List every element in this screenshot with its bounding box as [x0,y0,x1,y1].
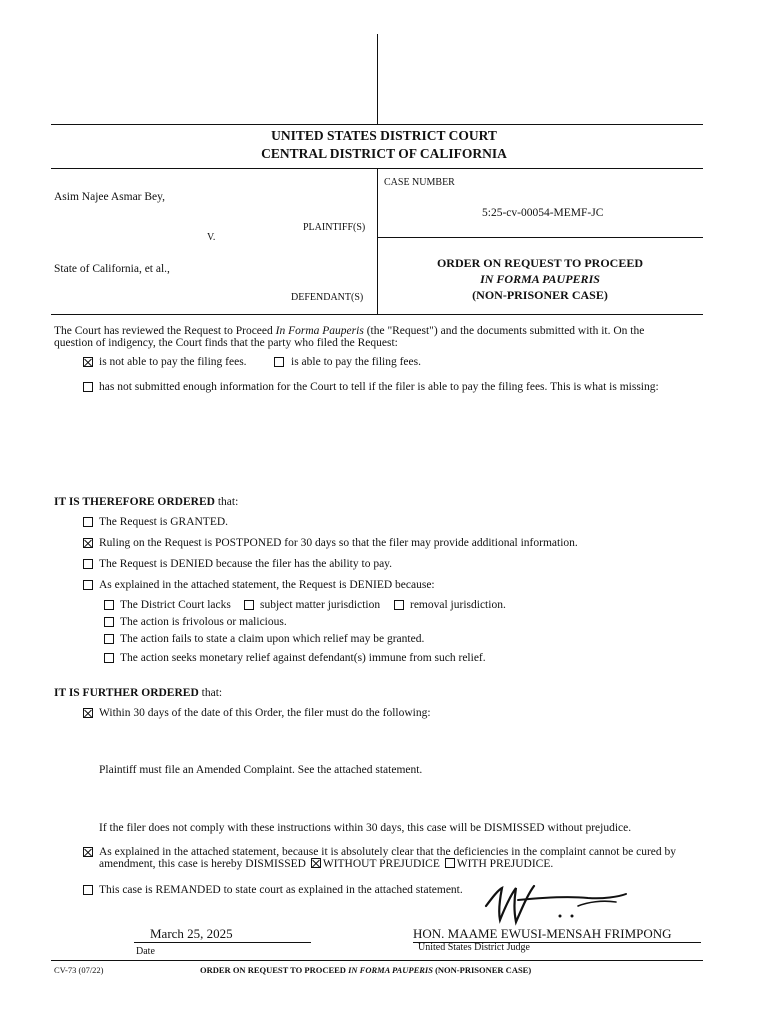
instruction-text: Plaintiff must file an Amended Complaint. See the attached statement. [99,764,423,776]
not-submitted-checkbox[interactable] [83,382,93,392]
granted-checkbox[interactable] [83,517,93,527]
judge-name: HON. MAAME EWUSI-MENSAH FRIMPONG [413,926,672,941]
order-title-line3: (NON-PRISONER CASE) [472,288,608,302]
not-able-checkbox[interactable] [83,357,93,367]
order-date: March 25, 2025 [150,926,233,941]
date-label: Date [136,946,155,957]
not-submitted-label: has not submitted enough information for the Court to tell if the filer is able to pay the filing fees. This is what is missing: [99,381,659,393]
dismissed-notice: If the filer does not comply with these instructions within 30 days, this case will be DISMISSED without prejudice. [99,822,632,834]
footer-title: ORDER ON REQUEST TO PROCEED IN FORMA PAUPERIS (NON-PRISONER CASE) [200,965,532,975]
judge-signature [478,880,638,930]
judge-title: United States District Judge [418,942,530,953]
subject-matter-checkbox[interactable] [244,600,254,610]
therefore-heading: IT IS THEREFORE ORDERED that: [54,496,239,508]
denied-ability-label: The Request is DENIED because the filer has the ability to pay. [99,558,393,570]
able-label: is able to pay the filing fees. [291,356,421,368]
case-number-rule [377,237,703,238]
caption-bottom-rule [51,314,703,315]
header-top-rule [51,124,703,125]
frivolous-checkbox[interactable] [104,617,114,627]
not-able-label: is not able to pay the filing fees. [99,356,247,368]
remanded-checkbox[interactable] [83,885,93,895]
without-prejudice-checkbox[interactable] [311,858,321,868]
able-checkbox[interactable] [274,357,284,367]
with-prejudice-checkbox[interactable] [445,858,455,868]
monetary-relief-label: The action seeks monetary relief against defendant(s) immune from such relief. [120,652,486,664]
subject-matter-label: subject matter jurisdiction [260,599,381,611]
postponed-label: Ruling on the Request is POSTPONED for 30 days so that the filer may provide additional information. [99,537,578,549]
order-title-line2: IN FORMA PAUPERIS [480,272,600,286]
explained-line2: amendment, this case is hereby DISMISSED WITHOUT PREJUDICE WITH PREJUDICE. [99,858,554,870]
versus: V. [207,232,216,243]
fails-claim-label: The action fails to state a claim upon which relief may be granted. [120,633,425,645]
order-title-line1: ORDER ON REQUEST TO PROCEED [436,256,644,270]
denied-because-label: As explained in the attached statement, the Request is DENIED because: [99,579,435,591]
case-number: 5:25-cv-00054-MEMF-JC [482,207,604,219]
court-name-line1: UNITED STATES DISTRICT COURT [271,128,497,143]
intro-line1: The Court has reviewed the Request to Proceed In Forma Pauperis (the "Request") and the documents submitted with it. On the [54,325,645,337]
footer-rule [51,960,703,961]
postponed-checkbox[interactable] [83,538,93,548]
fails-claim-checkbox[interactable] [104,634,114,644]
date-line [134,942,311,943]
case-number-label: CASE NUMBER [384,177,455,188]
court-lacks-checkbox[interactable] [104,600,114,610]
plaintiff-name: Asim Najee Asmar Bey, [54,191,166,203]
remanded-label: This case is REMANDED to state court as explained in the attached statement. [99,884,463,896]
defendant-label: DEFENDANT(S) [291,292,364,303]
defendant-name: State of California, et al., [54,263,170,275]
within-30-checkbox[interactable] [83,708,93,718]
frivolous-label: The action is frivolous or malicious. [120,616,287,628]
court-name-line2: CENTRAL DISTRICT OF CALIFORNIA [261,146,507,161]
explained-line1: As explained in the attached statement, because it is absolutely clear that the deficiencies in the complaint cannot be cured by [99,846,677,858]
further-heading: IT IS FURTHER ORDERED that: [54,687,223,699]
dismissed-checkbox[interactable] [83,847,93,857]
monetary-relief-checkbox[interactable] [104,653,114,663]
denied-because-checkbox[interactable] [83,580,93,590]
removal-checkbox[interactable] [394,600,404,610]
court-lacks-label: The District Court lacks [120,599,231,611]
denied-ability-checkbox[interactable] [83,559,93,569]
form-number: CV-73 (07/22) [54,965,104,975]
plaintiff-label: PLAINTIFF(S) [303,222,366,233]
intro-line2: question of indigency, the Court finds that the party who filed the Request: [54,337,398,349]
top-vertical-rule [377,34,378,124]
granted-label: The Request is GRANTED. [99,516,229,528]
removal-label: removal jurisdiction. [410,599,506,611]
within-30-label: Within 30 days of the date of this Order, the filer must do the following: [99,707,431,719]
